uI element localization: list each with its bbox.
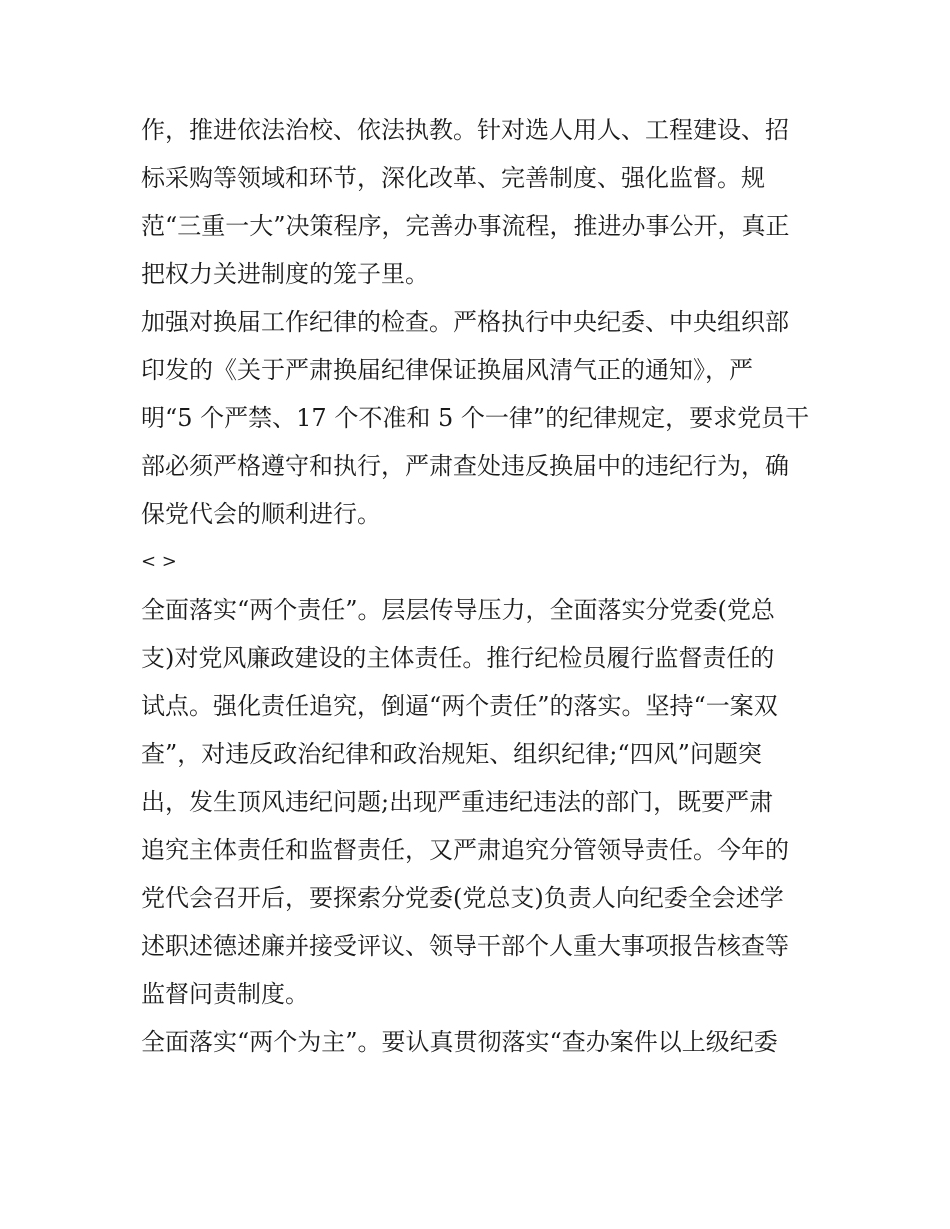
- document-body: [141, 106, 821, 1066]
- text-line: 全面落实“两个为主”。要认真贯彻落实“查办案件以上级纪委: [141, 1028, 778, 1056]
- paragraph-school-governance: [141, 106, 821, 298]
- text-line: 全面落实“两个责任”。层层传导压力，全面落实分党委(党总: [141, 596, 775, 624]
- text-line: 明“5 个严禁、17 个不准和 5 个一律”的纪律规定，要求党员干: [141, 404, 810, 432]
- text-line: 印发的《关于严肃换届纪律保证换届风清气正的通知》，严: [141, 356, 753, 384]
- text-line: 部必须严格遵守和执行，严肃查处违反换届中的违纪行为，确: [141, 452, 789, 480]
- text-line: 加强对换届工作纪律的检查。严格执行中央纪委、中央组织部: [141, 308, 789, 336]
- text-line: 追究主体责任和监督责任，又严肃追究分管领导责任。今年的: [141, 836, 789, 864]
- section-marker: < >: [141, 551, 177, 572]
- text-line: 试点。强化责任追究，倒逼“两个责任”的落实。坚持“一案双: [141, 692, 778, 720]
- text-line: 作，推进依法治校、依法执教。针对选人用人、工程建设、招: [141, 116, 789, 144]
- paragraph-two-primary: [141, 1018, 821, 1066]
- text-line: 范“三重一大”决策程序，完善办事流程，推进办事公开，真正: [141, 212, 790, 240]
- text-line: 述职述德述廉并接受评议、领导干部个人重大事项报告核查等: [141, 932, 789, 960]
- text-line: 支)对党风廉政建设的主体责任。推行纪检员履行监督责任的: [141, 644, 775, 672]
- text-line: 党代会召开后，要探索分党委(党总支)负责人向纪委全会述学: [141, 884, 784, 912]
- paragraph-two-responsibilities: [141, 586, 821, 1018]
- text-line: 查”，对违反政治纪律和政治规矩、组织纪律;“四风”问题突: [141, 740, 762, 768]
- text-line: 出，发生顶风违纪问题;出现严重违纪违法的部门，既要严肃: [141, 788, 774, 816]
- text-line: 监督问责制度。: [141, 980, 309, 1008]
- text-line: 把权力关进制度的笼子里。: [141, 260, 429, 288]
- paragraph-election-discipline: [141, 298, 821, 538]
- text-line: 标采购等领域和环节，深化改革、完善制度、强化监督。规: [141, 164, 765, 192]
- text-line: 保党代会的顺利进行。: [141, 500, 381, 528]
